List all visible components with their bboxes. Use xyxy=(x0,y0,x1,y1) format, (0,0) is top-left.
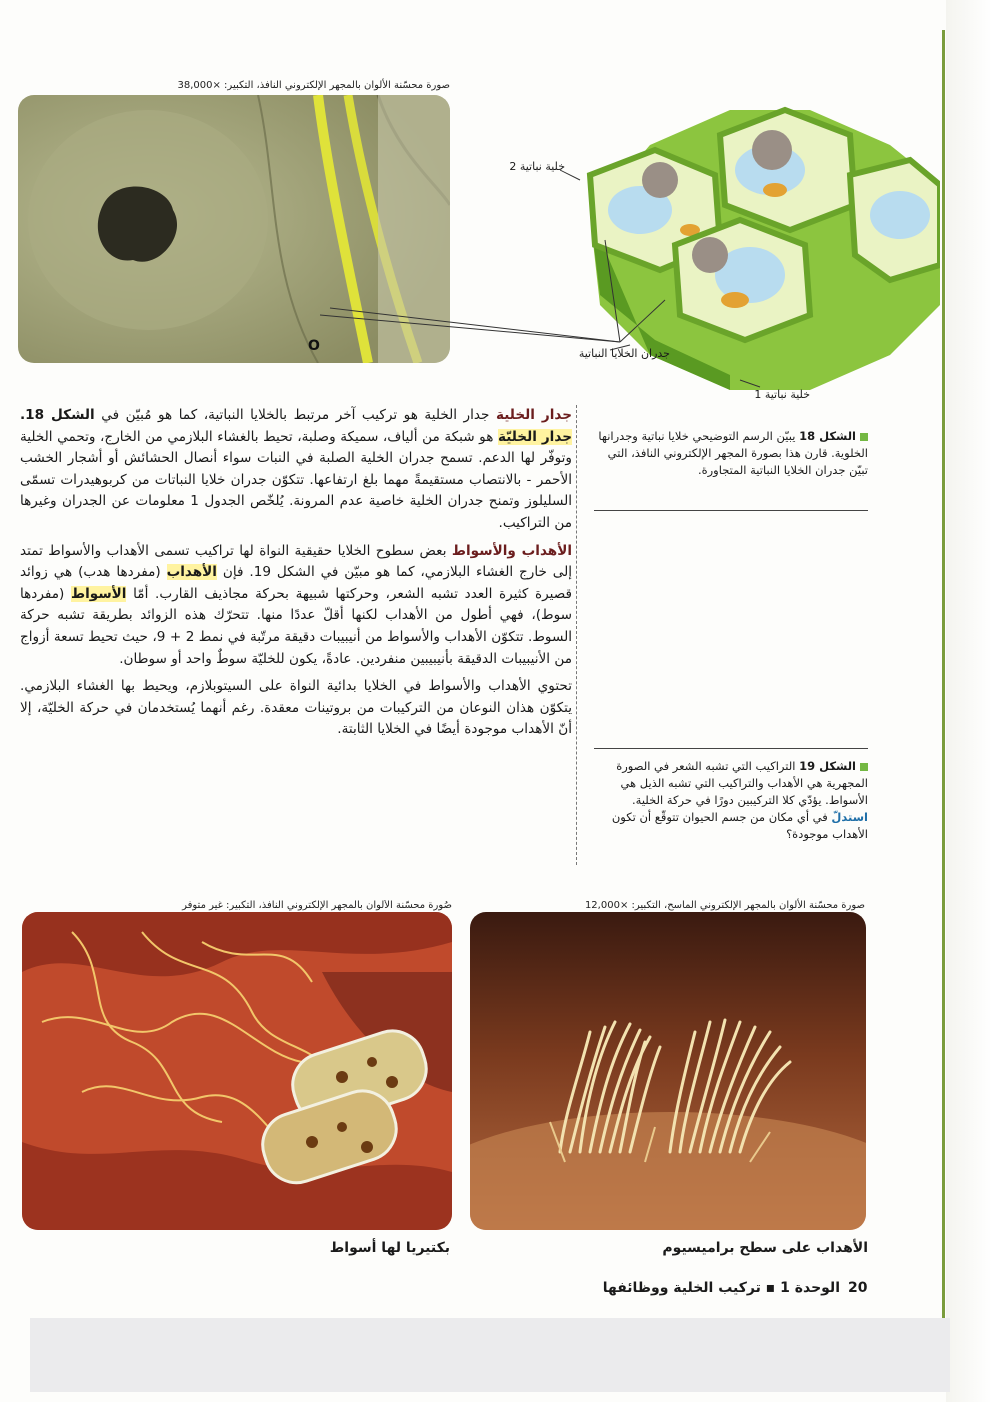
page-edge-shadow xyxy=(946,0,992,1402)
tem-photo-caption: صورة محسّنة الألوان بالمجهر الإلكتروني النافذ، التكبير: ×38,000 xyxy=(177,80,450,91)
leader-lines xyxy=(320,230,740,370)
bacteria-label: بكتيريا لها أسواط xyxy=(329,1240,450,1256)
sidebar-rule-2 xyxy=(594,748,868,749)
paramecium-photo-caption: صورة محسّنة الألوان بالمجهر الإلكتروني الماسح، التكبير: ×12,000 xyxy=(584,900,865,911)
label-plant-cell-1: خلية نباتية 1 xyxy=(754,388,810,401)
bacteria-flagella-photo xyxy=(22,912,452,1230)
paramecium-label: الأهداب على سطح براميسيوم xyxy=(662,1240,868,1256)
sidebar-rule-1 xyxy=(594,510,868,511)
bacteria-photo-caption: صُورة محسّنة الألوان بالمجهر الإلكتروني النافذ، التكبير: غير متوفر xyxy=(182,900,452,911)
label-plant-cell-walls: جدران الخلايا النباتية xyxy=(578,347,670,360)
paramecium-cilia-photo xyxy=(470,912,866,1230)
figure-19-caption: الشكل 19 التراكيب التي تشبه الشعر في الصورة المجهرية هي الأهداب والتراكيب التي تشبه الذيل هي الأسواط. يؤدّي كلا التركيبين دورًا في حركة الخلية. استدلّ في أي مكان من جسم الحيوان تتوقّع أن تكون الأهداب موجودة؟ xyxy=(611,759,868,841)
green-square-icon xyxy=(860,433,868,441)
paragraph-cell-wall: جدار الخلية جدار الخلية هو تركيب آخر مرتبط بالخلايا النباتية، كما هو مُبيّن في الشكل 18. جدار الخليّة هو شبكة من ألياف، سميكة وصلبة، تحيط بالغشاء البلازمي من الخارج، وتحمي الخلية وتوفّر لها الدعم. تسمح جدران الخلية الصلبة في النبات سواء أنصال الحشائش أو أشجار الخشب الأحمر - بالانتصاب مستقيمةً مهما بلغ ارتفاعها. تتكوّن جدران خلايا النباتات من كربوهيدرات تسمّى السليلوز وتمنح جدران الخلية خاصية عدم المرونة. يُلخّص الجدول 1 معلومات عن الجدران وغيرها من التراكيب. xyxy=(20,407,572,531)
highlight-flagella: الأسواط xyxy=(71,585,127,602)
highlight-cell-wall: جدار الخليّة xyxy=(497,428,572,445)
highlight-cilia: الأهداب xyxy=(166,564,217,581)
bottom-scan-band xyxy=(30,1318,950,1392)
paragraph-prokaryote: تحتوي الأهداب والأسواط في الخلايا بدائية النواة على السيتوبلازم، ويحيط بها الغشاء البلازمي. يتكوّن هذان النوعان من التركيبات من بروتينات معقدة. رغم أنهما يُستخدمان في حركة الخليّة، إلا أنّ الأهداب موجودة أيضًا في الخلايا الثابتة. xyxy=(20,678,572,738)
page-edge-line xyxy=(942,30,945,1320)
infer-label: استدلّ xyxy=(831,810,868,824)
paragraph-cilia-flagella: الأهداب والأسواط بعض سطوح الخلايا حقيقية النواة لها تراكيب تسمى الأهداب والأسواط تمتد إلى خارج الغشاء البلازمي، كما هو مبيّن في الشكل 19. فإن الأهداب (مفردها هدب) هي زوائد قصيرة كثيرة العدد تشبه الشعر، وحركتها شبيهة بحركة مجاذيف القارب. أمّا الأسواط (مفردها سوط)، فهي أطول من الأهداب لكنها أقلّ عددًا منها. تتحرّك هذه الزوائد بطريقة تشبه حركة السوط. تتكوّن الأهداب والأسواط من أنيبيبات دقيقة مرتّبة في نمط 2 + 9، حيث تحيط تسعة أزواج من الأنيبيبات الدقيقة بأنيبيبين منفردين. عادةً، يكون للخليّة سوطٌ واحد أو سوطان. xyxy=(20,542,573,667)
label-plant-cell-2: خلية نباتية 2 xyxy=(509,160,565,173)
unit-footer-text: الوحدة 1 ▪ تركيب الخلية ووظائفها xyxy=(602,1280,840,1296)
term-cell-wall: جدار الخلية xyxy=(496,407,572,423)
green-square-icon-2 xyxy=(860,763,868,771)
svg-text:O: O xyxy=(308,338,320,354)
figure-18-caption: الشكل 18 يبيّن الرسم التوضيحي خلايا نباتية وجدرانها الخلوية. قارن هذا بصورة المجهر الإلكتروني النافذ، التي تبيّن جدران الخلايا النباتية المتجاورة. xyxy=(598,429,868,477)
column-divider xyxy=(576,405,577,865)
page-number: 20 xyxy=(848,1280,868,1296)
main-text-column xyxy=(20,405,572,747)
term-cilia-flagella: الأهداب والأسواط xyxy=(451,542,573,559)
